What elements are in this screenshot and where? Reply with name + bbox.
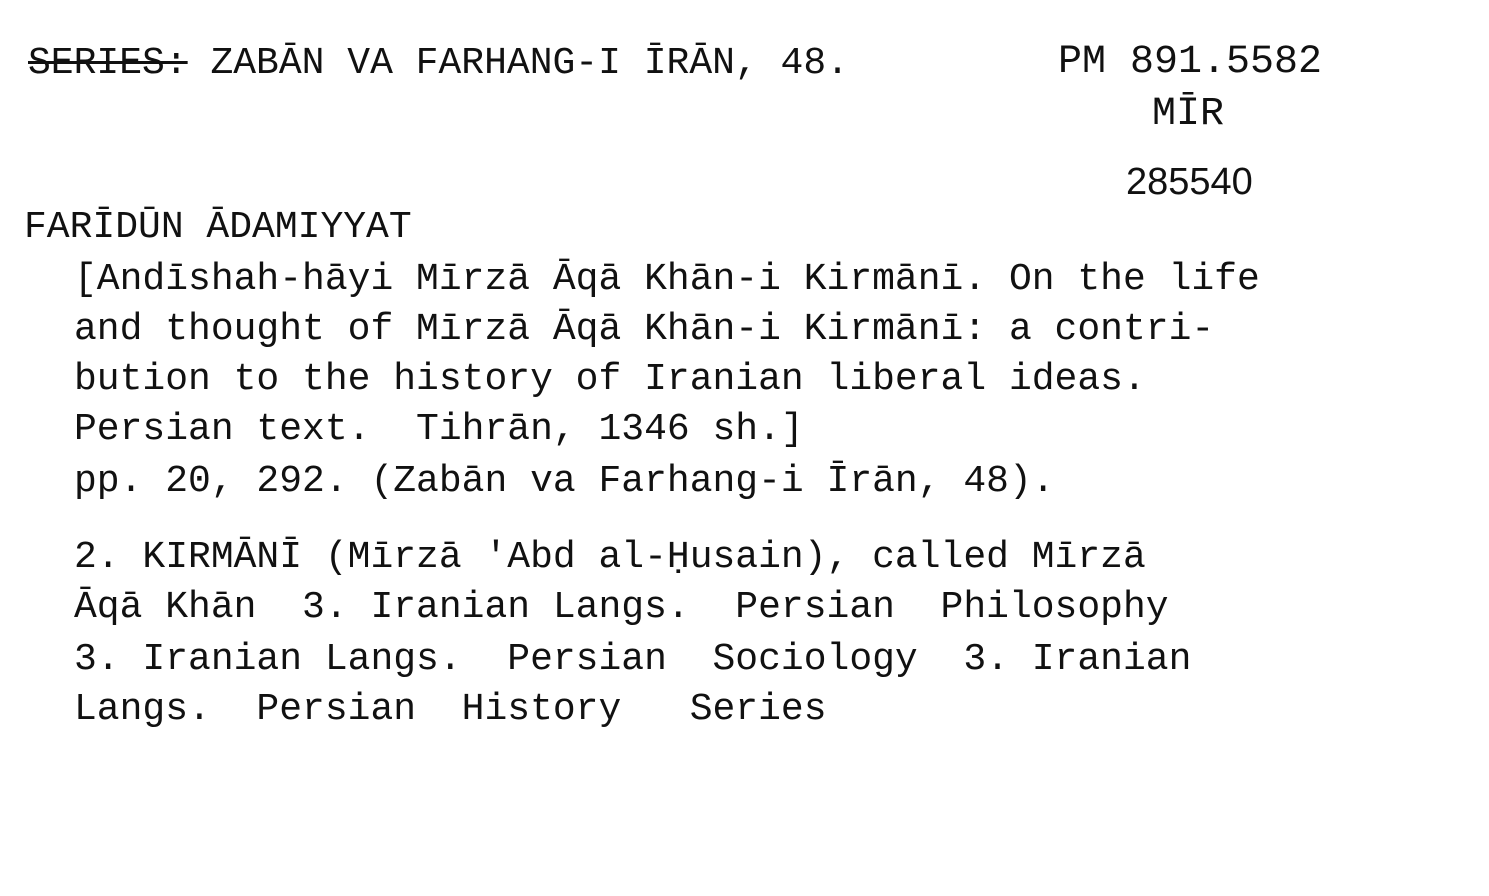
series-text: ZABĀN VA FARHANG-I ĪRĀN, 48. — [187, 42, 849, 85]
body-line: [Andīshah-hāyi Mīrzā Āqā Khān-i Kirmānī. On the life — [74, 258, 1260, 301]
body-line: bution to the history of Iranian liberal ideas. — [74, 358, 1146, 401]
body-line: and thought of Mīrzā Āqā Khān-i Kirmānī: a contri- — [74, 308, 1215, 351]
subject-line: Āqā Khān 3. Iranian Langs. Persian Philosophy — [74, 586, 1169, 629]
collation-line: pp. 20, 292. (Zabān va Farhang-i Īrān, 48). — [74, 460, 1055, 503]
accession-number: 285540 — [1126, 161, 1253, 203]
subject-line: 3. Iranian Langs. Persian Sociology 3. Iranian — [74, 638, 1192, 681]
body-line: Persian text. Tihrān, 1346 sh.] — [74, 408, 804, 451]
series-line — [28, 42, 849, 86]
subject-line: Langs. Persian History Series — [74, 688, 827, 731]
series-label: SERIES: — [28, 42, 188, 85]
call-number-line-1: PM 891.5582 — [1058, 40, 1323, 85]
call-number-line-2: MĪR — [1152, 92, 1225, 137]
author-heading: FARĪDŪN ĀDAMIYYAT — [24, 206, 412, 249]
subject-line: 2. KIRMĀNĪ (Mīrzā 'Abd al-Ḥusain), called Mīrzā — [74, 536, 1146, 579]
